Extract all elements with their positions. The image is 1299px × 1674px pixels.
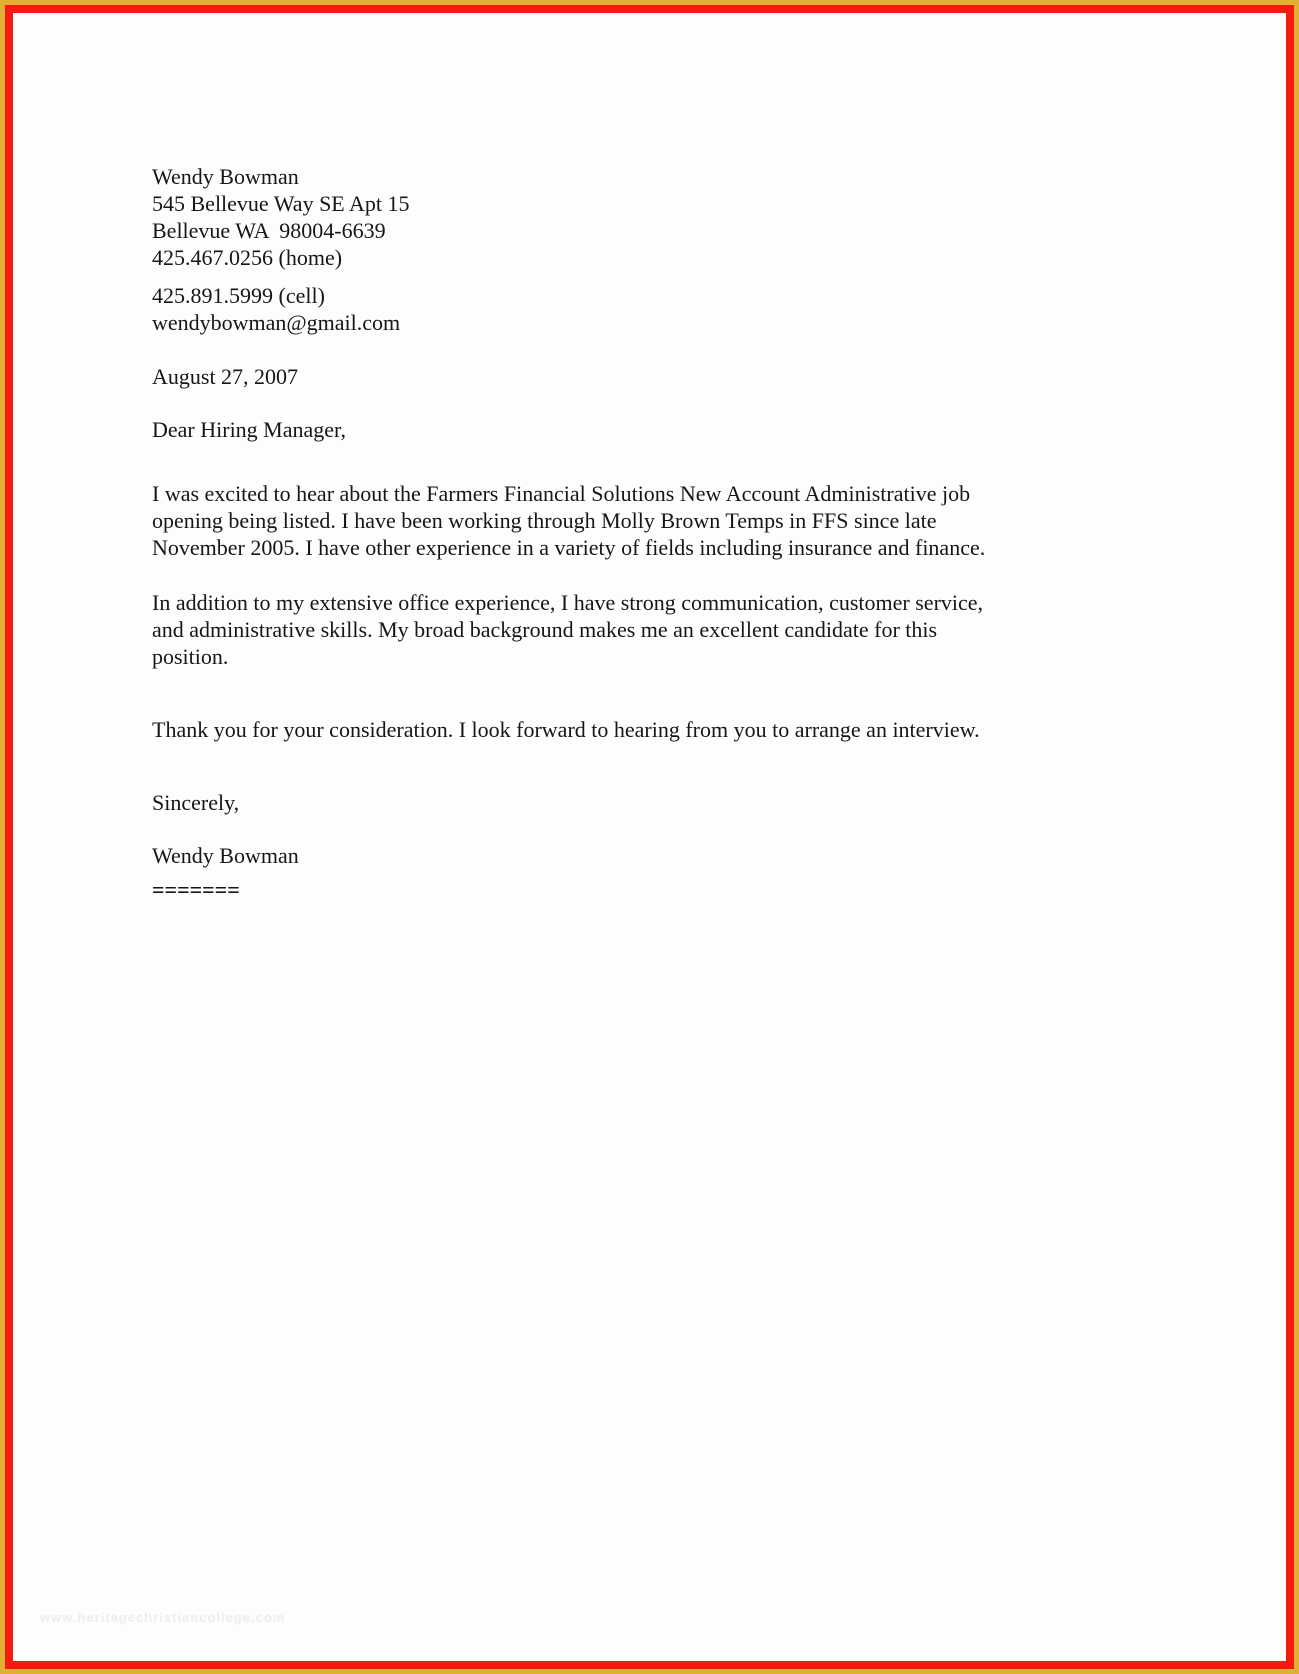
paragraph-line: position. xyxy=(152,644,229,669)
sender-address-city: Bellevue WA 98004-6639 xyxy=(152,218,386,243)
sender-address-street: 545 Bellevue Way SE Apt 15 xyxy=(152,191,410,216)
signature-divider: ======= xyxy=(152,877,240,902)
paragraph-line: November 2005. I have other experience in a variety of fields including insurance and finance. xyxy=(152,535,986,560)
paragraph-line: I was excited to hear about the Farmers Financial Solutions New Account Administrative job xyxy=(152,481,971,506)
paragraph-line: opening being listed. I have been working through Molly Brown Temps in FFS since late xyxy=(152,508,937,533)
paragraph-line: Thank you for your consideration. I look forward to hearing from you to arrange an interview. xyxy=(152,717,980,742)
paragraph-line: In addition to my extensive office experience, I have strong communication, customer service, xyxy=(152,590,984,615)
closing: Sincerely, xyxy=(152,790,240,815)
page-border-inner xyxy=(5,5,1294,1669)
paragraph-line: and administrative skills. My broad background makes me an excellent candidate for this xyxy=(152,617,938,642)
salutation: Dear Hiring Manager, xyxy=(152,417,346,442)
sender-phone-home: 425.467.0256 (home) xyxy=(152,245,343,270)
sender-contact-block-2 xyxy=(152,282,1246,336)
body-paragraph-3 xyxy=(152,716,1246,743)
cover-letter xyxy=(152,163,1246,903)
sender-email: wendybowman@gmail.com xyxy=(152,310,401,335)
letter-date: August 27, 2007 xyxy=(152,364,299,389)
body-paragraph-2 xyxy=(152,589,1246,670)
watermark-url: www.heritagechristiancollege.com xyxy=(40,1610,286,1625)
sender-name: Wendy Bowman xyxy=(152,164,299,189)
body-paragraph-1 xyxy=(152,480,1246,561)
signature-name: Wendy Bowman xyxy=(152,843,299,868)
sender-contact-block xyxy=(152,163,1246,271)
sender-phone-cell: 425.891.5999 (cell) xyxy=(152,283,325,308)
